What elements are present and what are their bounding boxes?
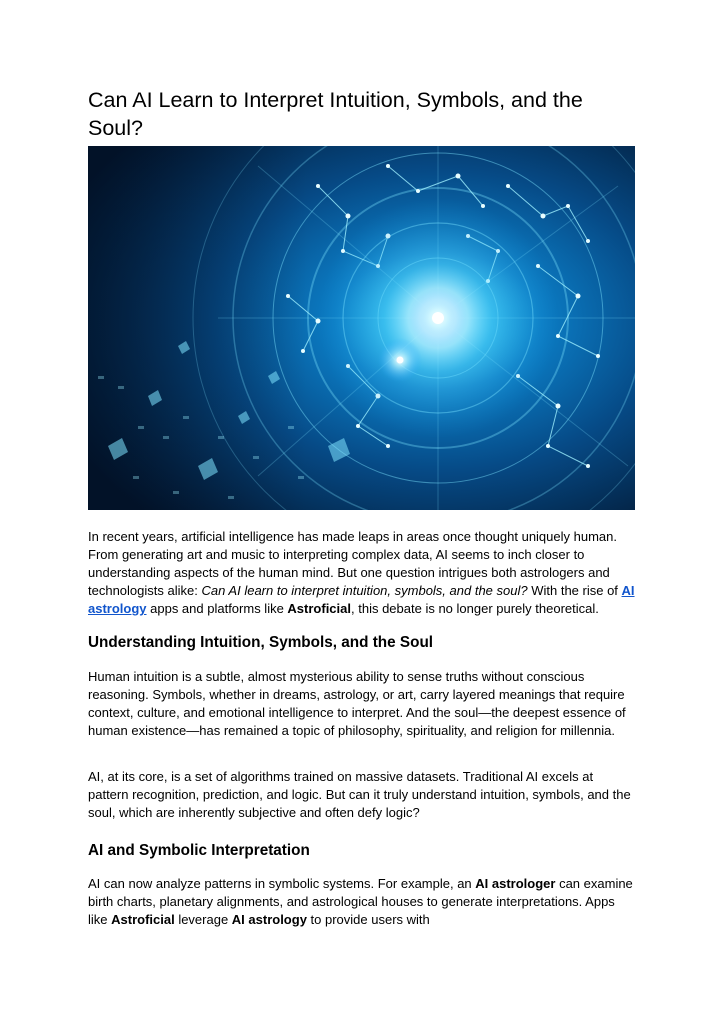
hero-image [88, 146, 635, 510]
ai-astrologer-term: AI astrologer [475, 876, 556, 891]
section2-text-3: leverage [174, 912, 232, 928]
article-title: Can AI Learn to Interpret Intuition, Symbols, and the Soul? [88, 88, 583, 140]
section2-text-1: AI can now analyze patterns in symbolic systems. For example, an [88, 876, 476, 891]
astroficial-brand: Astroficial [287, 601, 351, 617]
intro-paragraph [88, 528, 636, 618]
section1-paragraph-1: Human intuition is a subtle, almost mysterious ability to sense truths without conscious reasoning. Symbols, whether in dreams, astrology, or art, carry layered meanings that require context, culture, and emotional intelligence to interpret. And the soul—the deepest essence of human existence—has remained a topic of philosophy, spirituality, and religion for millennia. [88, 669, 626, 739]
intro-text-3: apps and platforms like [146, 601, 288, 617]
section1-heading: Understanding Intuition, Symbols, and the Soul [88, 634, 434, 651]
section2-paragraph [88, 875, 636, 929]
intro-text-1: In recent years, artificial intelligence has made leaps in areas once thought uniquely human. From generating art and music to interpreting complex data, AI seems to inch closer to understanding aspects of the human mind. But one question intrigues both astrologers and technologists alike: [88, 529, 617, 599]
zodiac-illustration [88, 146, 635, 510]
section2-text-4: to provide users with [306, 912, 430, 928]
ai-astrology-term: AI astrology [231, 912, 307, 928]
section2-heading: AI and Symbolic Interpretation [88, 842, 310, 859]
astroficial-brand-2: Astroficial [111, 912, 175, 928]
intro-text-4: , this debate is no longer purely theoretical. [351, 601, 599, 617]
section1-paragraph-2: AI, at its core, is a set of algorithms trained on massive datasets. Traditional AI excels at pattern recognition, prediction, and logic. But can it truly understand intuition, symbols, and the soul, which are inherently subjective and often defy logic? [88, 769, 631, 821]
ai-astrology-link[interactable]: AI astrology [88, 583, 635, 617]
intro-question: Can AI learn to interpret intuition, symbols, and the soul? [201, 583, 528, 599]
section2-text-2: can examine birth charts, planetary alignments, and astrological houses to generate interpretations. Apps like [88, 876, 633, 928]
intro-text-2: With the rise of [527, 583, 622, 599]
